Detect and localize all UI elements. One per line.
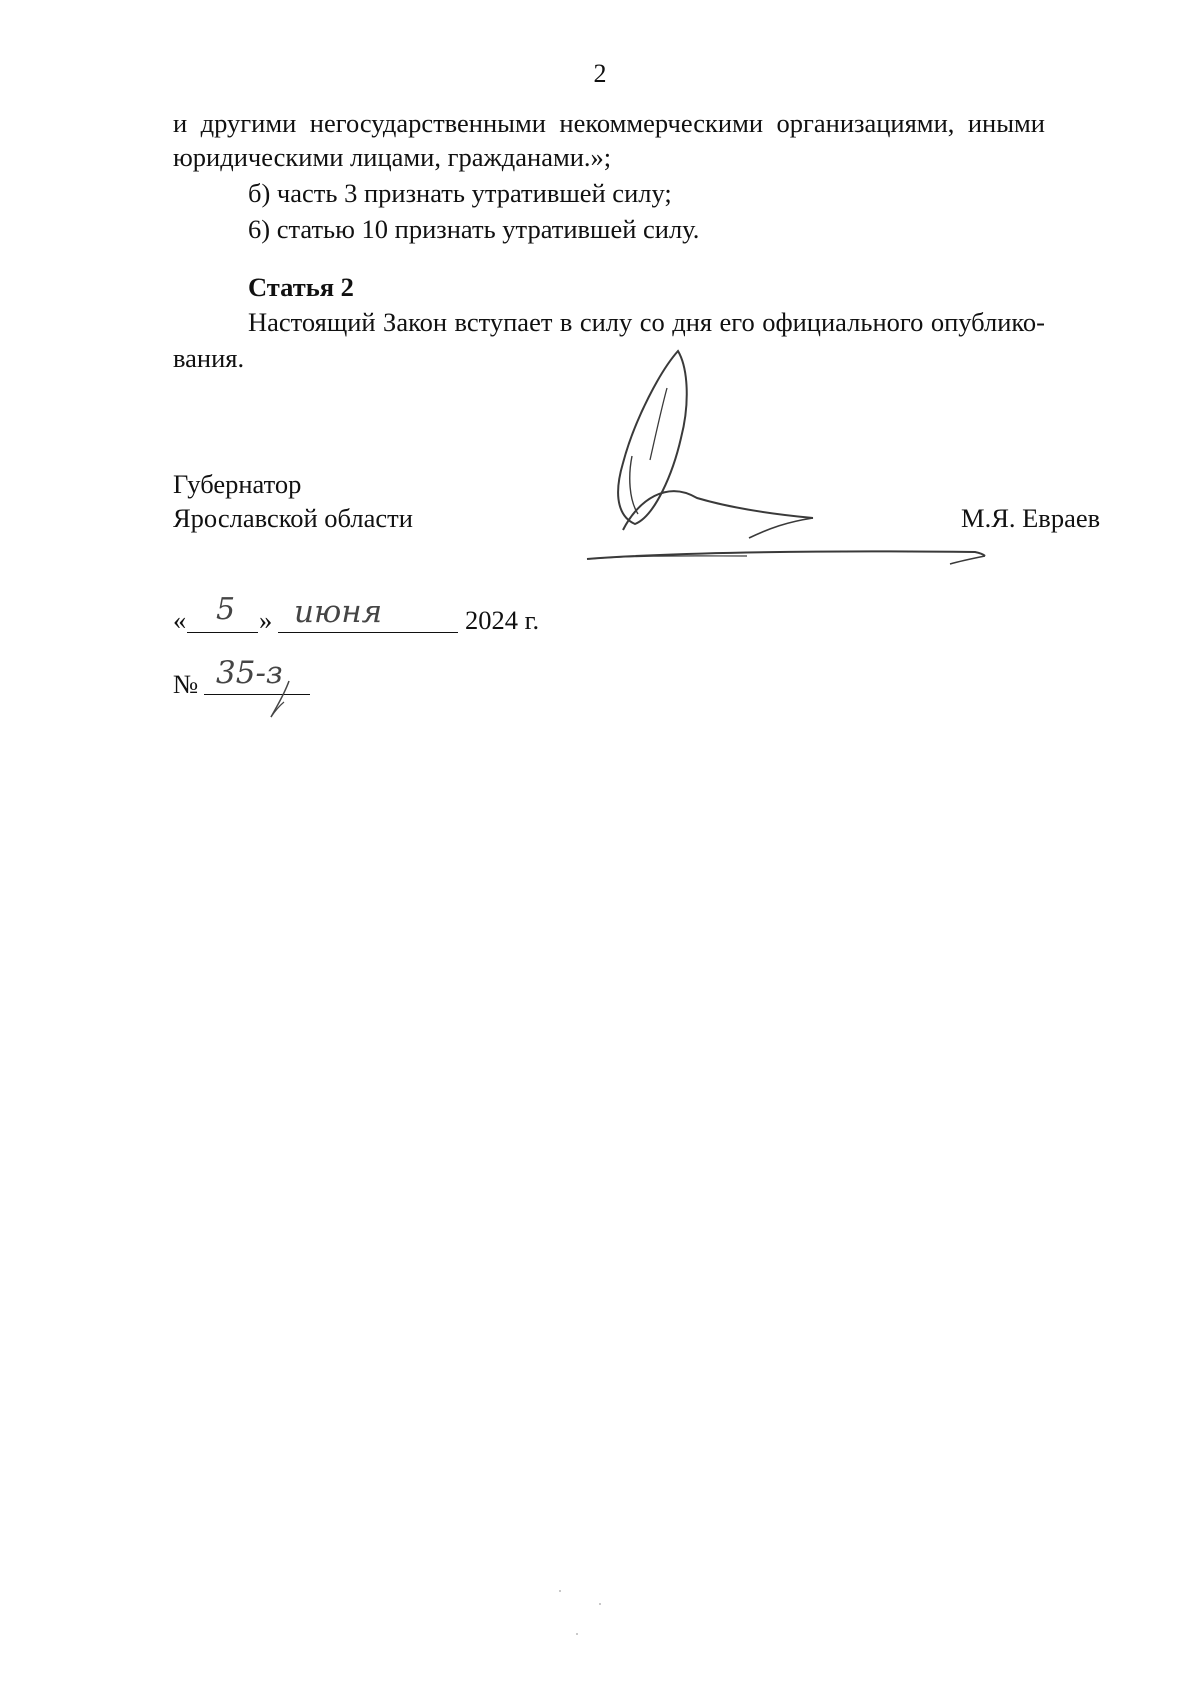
handwritten-z-tail (260, 675, 305, 723)
scan-speck (576, 1633, 578, 1635)
article-2-text-line-1: Настоящий Закон вступает в силу со дня его официального опублико- (248, 307, 1045, 337)
article-2-heading: Статья 2 (248, 272, 354, 302)
date-open-quote: « (173, 605, 187, 635)
signatory-name: М.Я. Евраев (961, 503, 1101, 533)
handwritten-month: июня (294, 594, 383, 630)
article-2-text-line-2: вания. (173, 343, 245, 373)
list-item-b: б) часть 3 признать утратившей силу; (248, 178, 672, 208)
handwritten-number: 35-з (216, 655, 283, 691)
date-day-underline (187, 632, 258, 633)
list-item-6: 6) статью 10 признать утратившей силу. (248, 214, 700, 244)
scan-speck (559, 1590, 561, 1592)
date-year: 2024 г. (465, 605, 540, 635)
page-number: 2 (593, 59, 607, 88)
handwritten-day: 5 (216, 592, 236, 627)
signatory-position-line-2: Ярославской области (173, 503, 413, 533)
signatory-position-line-1: Губернатор (173, 469, 302, 499)
paragraph-continuation-line-2: юридическими лицами, гражданами.»; (173, 142, 612, 172)
paragraph-continuation-line-1: и другими негосударственными некоммерческими организациями, иными (173, 108, 1045, 138)
handwritten-signature (585, 348, 1030, 570)
scan-speck (599, 1603, 601, 1605)
date-close-quote: » (259, 605, 273, 635)
date-month-underline (278, 632, 458, 633)
number-sign: № (173, 669, 199, 699)
